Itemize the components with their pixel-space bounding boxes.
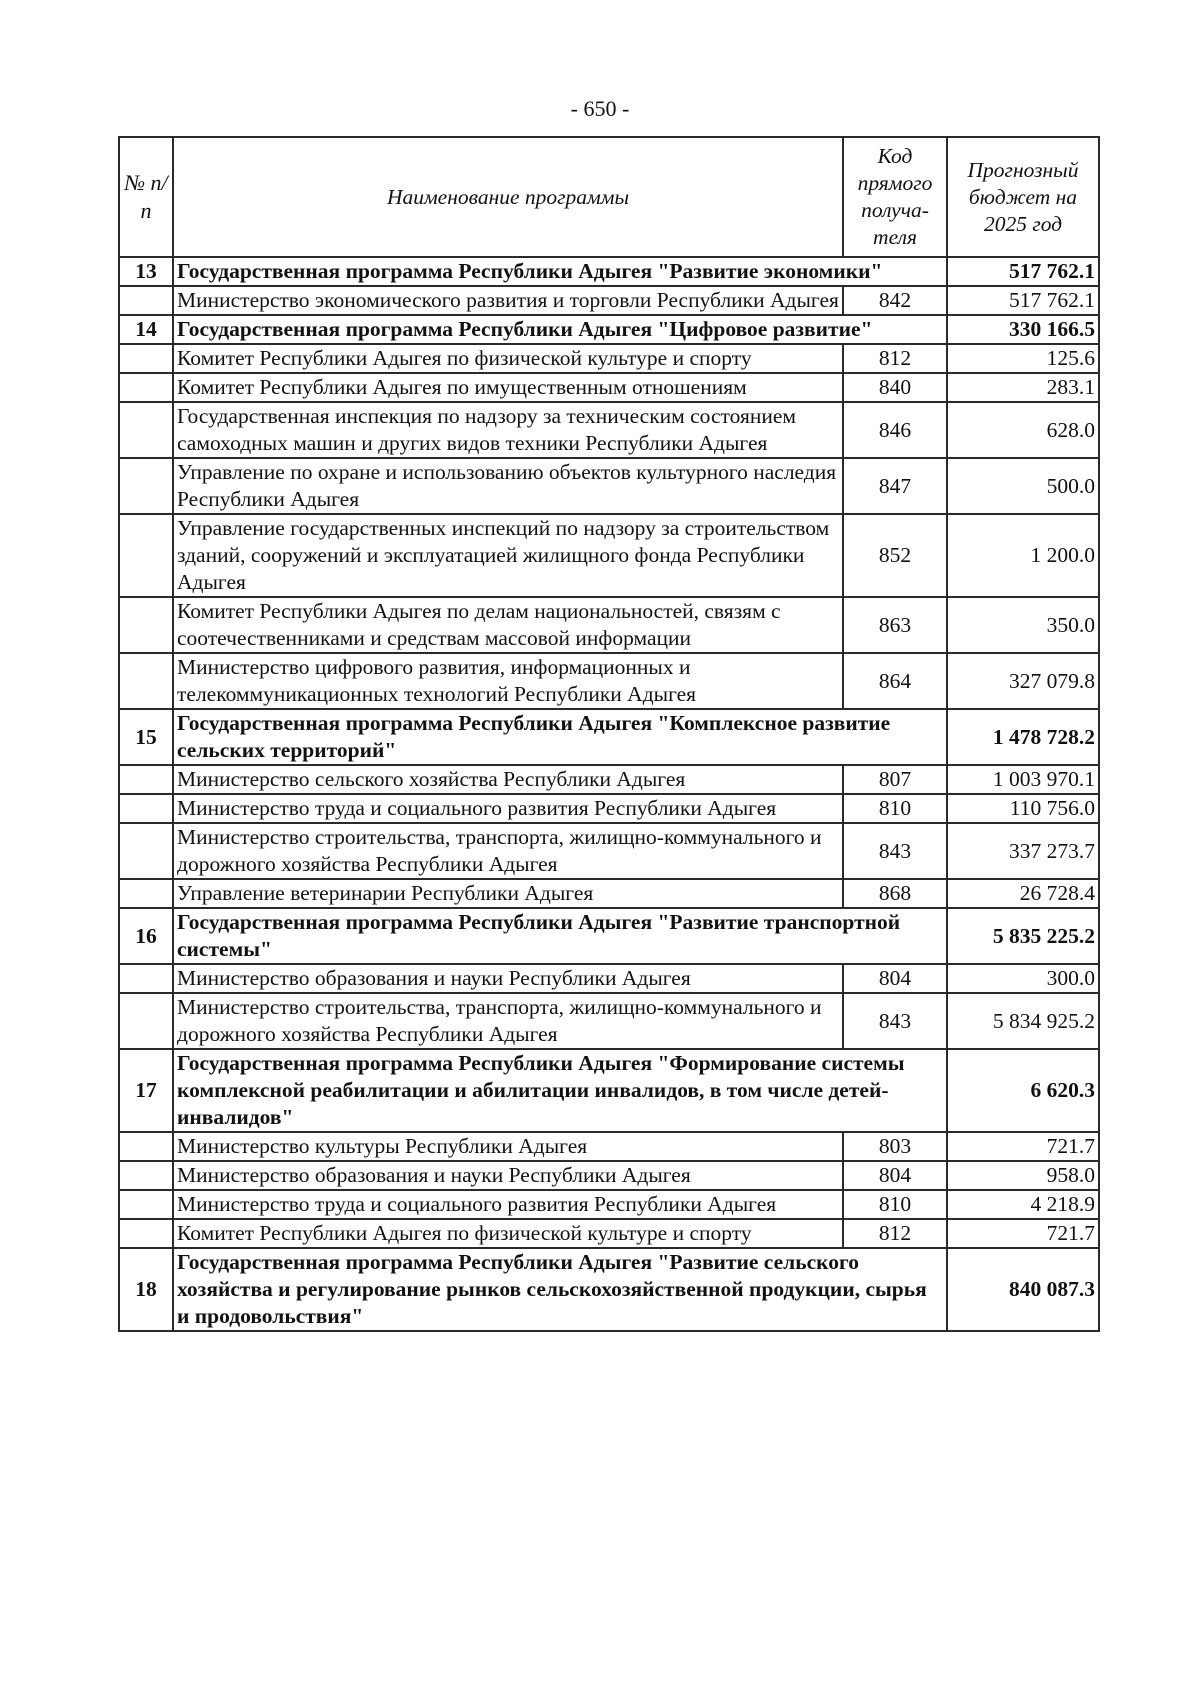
recipient-name: Министерство труда и социального развития Республики Адыгея — [173, 1190, 843, 1219]
recipient-row — [119, 1219, 1099, 1248]
row-number — [119, 1190, 173, 1219]
recipient-name: Министерство цифрового развития, информационных и телекоммуникационных технологий Республики Адыгея — [173, 653, 843, 709]
recipient-budget-amount: 26 728.4 — [947, 879, 1099, 908]
recipient-row — [119, 1190, 1099, 1219]
recipient-code: 852 — [843, 514, 947, 597]
recipient-row — [119, 765, 1099, 794]
recipient-budget-amount: 500.0 — [947, 458, 1099, 514]
row-number — [119, 597, 173, 653]
recipient-row — [119, 653, 1099, 709]
program-name: Государственная программа Республики Адыгея "Развитие экономики" — [173, 257, 947, 286]
program-row — [119, 257, 1099, 286]
recipient-row — [119, 993, 1099, 1049]
program-name: Государственная программа Республики Адыгея "Развитие сельского хозяйства и регулирование рынков сельскохозяйственной продукции, сырья и продовольствия" — [173, 1248, 947, 1331]
recipient-code: 804 — [843, 1161, 947, 1190]
program-row — [119, 315, 1099, 344]
recipient-row — [119, 373, 1099, 402]
recipient-budget-amount: 300.0 — [947, 964, 1099, 993]
recipient-code: 804 — [843, 964, 947, 993]
program-name: Государственная программа Республики Адыгея "Формирование системы комплексной реабилитации и абилитации инвалидов, в том числе детей-инвалидов" — [173, 1049, 947, 1132]
recipient-name: Управление по охране и использованию объектов культурного наследия Республики Адыгея — [173, 458, 843, 514]
recipient-code: 864 — [843, 653, 947, 709]
recipient-budget-amount: 517 762.1 — [947, 286, 1099, 315]
row-number: 16 — [119, 908, 173, 964]
recipient-name: Министерство строительства, транспорта, жилищно-коммунального и дорожного хозяйства Республики Адыгея — [173, 823, 843, 879]
recipient-row — [119, 402, 1099, 458]
recipient-name: Государственная инспекция по надзору за техническим состоянием самоходных машин и других видов техники Республики Адыгея — [173, 402, 843, 458]
row-number — [119, 1219, 173, 1248]
recipient-row — [119, 823, 1099, 879]
header-budget-2025: Прогнозный бюджет на 2025 год — [947, 137, 1099, 257]
row-number — [119, 993, 173, 1049]
program-name: Государственная программа Республики Адыгея "Развитие транспортной системы" — [173, 908, 947, 964]
program-row — [119, 1049, 1099, 1132]
row-number — [119, 373, 173, 402]
program-budget-amount: 5 835 225.2 — [947, 908, 1099, 964]
row-number — [119, 879, 173, 908]
row-number — [119, 514, 173, 597]
row-number — [119, 823, 173, 879]
page-number: - 650 - — [570, 96, 630, 121]
recipient-row — [119, 344, 1099, 373]
recipient-budget-amount: 4 218.9 — [947, 1190, 1099, 1219]
row-number — [119, 653, 173, 709]
recipient-row — [119, 964, 1099, 993]
recipient-budget-amount: 1 003 970.1 — [947, 765, 1099, 794]
recipient-budget-amount: 5 834 925.2 — [947, 993, 1099, 1049]
recipient-name: Министерство сельского хозяйства Республики Адыгея — [173, 765, 843, 794]
recipient-name: Министерство экономического развития и торговли Республики Адыгея — [173, 286, 843, 315]
recipient-code: 807 — [843, 765, 947, 794]
row-number — [119, 402, 173, 458]
recipient-code: 840 — [843, 373, 947, 402]
recipient-name: Комитет Республики Адыгея по физической культуре и спорту — [173, 1219, 843, 1248]
table-header-row — [119, 137, 1099, 257]
program-budget-amount: 517 762.1 — [947, 257, 1099, 286]
recipient-budget-amount: 1 200.0 — [947, 514, 1099, 597]
header-recipient-code: Код прямого получа-теля — [843, 137, 947, 257]
program-row — [119, 709, 1099, 765]
recipient-name: Министерство образования и науки Республики Адыгея — [173, 964, 843, 993]
recipient-budget-amount: 283.1 — [947, 373, 1099, 402]
recipient-name: Комитет Республики Адыгея по имущественным отношениям — [173, 373, 843, 402]
program-budget-amount: 6 620.3 — [947, 1049, 1099, 1132]
recipient-code: 810 — [843, 1190, 947, 1219]
row-number: 17 — [119, 1049, 173, 1132]
recipient-row — [119, 879, 1099, 908]
recipient-name: Комитет Республики Адыгея по делам национальностей, связям с соотечественниками и средствам массовой информации — [173, 597, 843, 653]
program-budget-amount: 840 087.3 — [947, 1248, 1099, 1331]
program-budget-amount: 1 478 728.2 — [947, 709, 1099, 765]
row-number — [119, 794, 173, 823]
recipient-row — [119, 514, 1099, 597]
recipient-budget-amount: 337 273.7 — [947, 823, 1099, 879]
row-number — [119, 458, 173, 514]
recipient-name: Министерство труда и социального развития Республики Адыгея — [173, 794, 843, 823]
recipient-code: 843 — [843, 993, 947, 1049]
recipient-row — [119, 458, 1099, 514]
row-number: 18 — [119, 1248, 173, 1331]
budget-table — [118, 136, 1100, 1332]
recipient-budget-amount: 350.0 — [947, 597, 1099, 653]
recipient-row — [119, 1161, 1099, 1190]
recipient-name: Управление государственных инспекций по надзору за строительством зданий, сооружений и эксплуатацией жилищного фонда Республики Адыгея — [173, 514, 843, 597]
row-number — [119, 286, 173, 315]
recipient-code: 812 — [843, 344, 947, 373]
recipient-code: 846 — [843, 402, 947, 458]
program-name: Государственная программа Республики Адыгея "Цифровое развитие" — [173, 315, 947, 344]
recipient-budget-amount: 327 079.8 — [947, 653, 1099, 709]
program-row — [119, 908, 1099, 964]
recipient-code: 842 — [843, 286, 947, 315]
recipient-row — [119, 286, 1099, 315]
recipient-code: 843 — [843, 823, 947, 879]
row-number: 14 — [119, 315, 173, 344]
row-number — [119, 1161, 173, 1190]
header-program-name: Наименование программы — [173, 137, 843, 257]
recipient-budget-amount: 958.0 — [947, 1161, 1099, 1190]
recipient-code: 810 — [843, 794, 947, 823]
recipient-code: 812 — [843, 1219, 947, 1248]
recipient-name: Министерство строительства, транспорта, жилищно-коммунального и дорожного хозяйства Республики Адыгея — [173, 993, 843, 1049]
recipient-row — [119, 597, 1099, 653]
recipient-row — [119, 794, 1099, 823]
header-num: № п/п — [119, 137, 173, 257]
recipient-name: Комитет Республики Адыгея по физической культуре и спорту — [173, 344, 843, 373]
recipient-name: Управление ветеринарии Республики Адыгея — [173, 879, 843, 908]
row-number: 15 — [119, 709, 173, 765]
recipient-code: 847 — [843, 458, 947, 514]
recipient-budget-amount: 125.6 — [947, 344, 1099, 373]
recipient-row — [119, 1132, 1099, 1161]
recipient-code: 863 — [843, 597, 947, 653]
recipient-budget-amount: 110 756.0 — [947, 794, 1099, 823]
row-number — [119, 344, 173, 373]
recipient-name: Министерство образования и науки Республики Адыгея — [173, 1161, 843, 1190]
row-number: 13 — [119, 257, 173, 286]
program-name: Государственная программа Республики Адыгея "Комплексное развитие сельских территорий" — [173, 709, 947, 765]
recipient-budget-amount: 721.7 — [947, 1132, 1099, 1161]
recipient-budget-amount: 721.7 — [947, 1219, 1099, 1248]
recipient-name: Министерство культуры Республики Адыгея — [173, 1132, 843, 1161]
program-budget-amount: 330 166.5 — [947, 315, 1099, 344]
recipient-budget-amount: 628.0 — [947, 402, 1099, 458]
row-number — [119, 964, 173, 993]
recipient-code: 868 — [843, 879, 947, 908]
table-body — [119, 257, 1099, 1331]
row-number — [119, 765, 173, 794]
row-number — [119, 1132, 173, 1161]
program-row — [119, 1248, 1099, 1331]
recipient-code: 803 — [843, 1132, 947, 1161]
